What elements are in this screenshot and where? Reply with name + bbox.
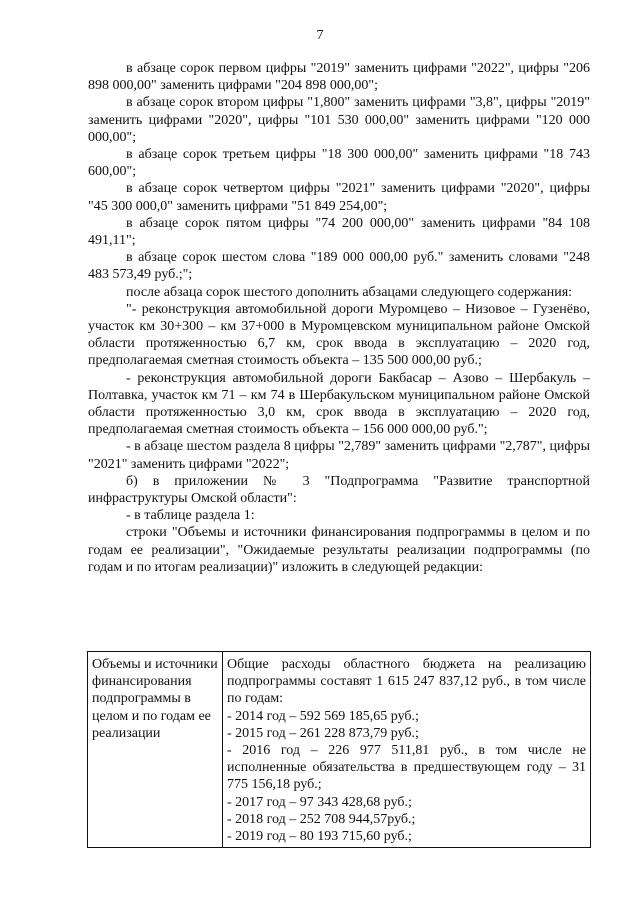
table-line: Общие расходы областного бюджета на реализацию подпрограммы составят 1 615 247 837,12 руб., в том числе по годам: xyxy=(227,657,586,707)
table-line: - 2015 год – 261 228 873,79 руб.; xyxy=(227,725,419,741)
table-line: - 2014 год – 592 569 185,65 руб.; xyxy=(227,708,419,724)
financing-table xyxy=(87,651,591,848)
table-row xyxy=(88,652,591,848)
paragraph: "- реконструкция автомобильной дороги Муромцево – Низовое – Гузенёво, участок км 30+300 – км 37+000 в Муромцевском муниципальном районе Омской области протяженностью 6,7 км, срок ввода в эксплуатацию – 2020 год, предполагаемая сметная стоимость объекта – 135 500 000,00 руб.; xyxy=(88,301,590,369)
paragraph: - в абзаце шестом раздела 8 цифры "2,789" заменить цифрами "2,787", цифры "2021" заменить цифрами "2022"; xyxy=(88,439,590,472)
paragraph: в абзаце сорок четвертом цифры "2021" заменить цифрами "2020", цифры "45 300 000,0" заменить цифрами "51 849 254,00"; xyxy=(88,181,590,214)
page-number: 7 xyxy=(316,28,324,43)
table-line: - 2018 год – 252 708 944,57руб.; xyxy=(227,811,416,827)
paragraph: строки "Объемы и источники финансирования подпрограммы в целом и по годам ее реализации", "Ожидаемые результаты реализации подпрограммы (по годам и по итогам реализации)" изложить в следующей редакции: xyxy=(88,525,590,575)
paragraph: - в таблице раздела 1: xyxy=(126,508,255,524)
table-line: - 2019 год – 80 193 715,60 руб.; xyxy=(227,829,412,845)
paragraph: в абзаце сорок третьем цифры "18 300 000,00" заменить цифрами "18 743 600,00"; xyxy=(88,147,590,180)
table-cell-label: Объемы и источники финансирования подпрограммы в целом и по годам ее реализации xyxy=(88,652,223,848)
paragraph: в абзаце сорок пятом цифры "74 200 000,00" заменить цифрами "84 108 491,11"; xyxy=(88,215,590,249)
table-cell-content xyxy=(223,652,591,848)
paragraph: в абзаце сорок шестом слова "189 000 000,00 руб." заменить словами "248 483 573,49 руб.;"; xyxy=(88,250,590,283)
paragraph: в абзаце сорок втором цифры "1,800" заменить цифрами "3,8", цифры "2019" заменить цифрами "2020", цифры "101 530 000,00" заменить цифрами "120 000 000,00"; xyxy=(88,95,590,145)
table-line: - 2016 год – 226 977 511,81 руб., в том числе не исполненные обязательства в предшествующем году – 31 775 156,18 руб.; xyxy=(227,743,586,793)
paragraph: после абзаца сорок шестого дополнить абзацами следующего содержания: xyxy=(126,284,573,300)
document-body xyxy=(88,60,590,576)
paragraph: - реконструкция автомобильной дороги Бакбасар – Азово – Шербакуль – Полтавка, участок км 71 – км 74 в Шербакульском муниципальном районе Омской области протяженностью 3,0 км, срок ввода в эксплуатацию – 2020 год, предполагаемая сметная стоимость объекта – 156 000 000,00 руб."; xyxy=(88,370,590,438)
paragraph: б) в приложении № 3 "Подпрограмма "Развитие транспортной инфраструктуры Омской области": xyxy=(88,473,590,507)
table-line: - 2017 год – 97 343 428,68 руб.; xyxy=(227,794,412,810)
paragraph: в абзаце сорок первом цифры "2019" заменить цифрами "2022", цифры "206 898 000,00" заменить цифрами "204 898 000,00"; xyxy=(88,61,590,94)
